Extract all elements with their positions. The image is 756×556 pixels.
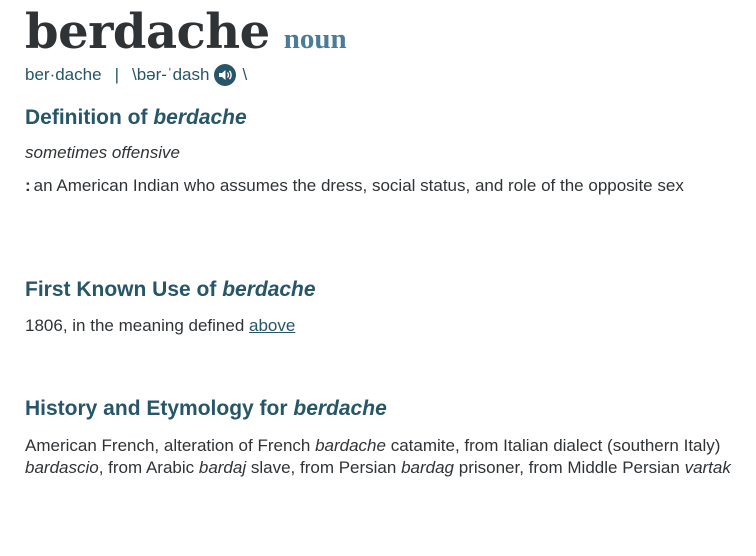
first-known-use-text <box>25 316 295 336</box>
etymology-part: catamite, from Italian dialect (southern Italy) <box>385 436 721 455</box>
separator: | <box>114 65 119 84</box>
syllables: ber·dache <box>25 65 102 84</box>
etymology-part: bardascio <box>25 458 99 477</box>
etymology-text <box>25 435 743 479</box>
etymology-part: bardache <box>315 436 386 455</box>
first-known-use-heading <box>25 278 316 302</box>
definition-colon: : <box>25 176 31 195</box>
etymology-heading <box>25 397 387 421</box>
above-link[interactable]: above <box>249 316 296 335</box>
first-known-use-body: 1806, in the meaning defined <box>25 316 250 335</box>
definition-text <box>25 175 743 197</box>
definition-heading <box>25 106 247 130</box>
headword: berdache <box>25 4 270 60</box>
etymology-part: bardaj <box>198 458 247 477</box>
definition-heading-prefix: Definition of <box>25 106 154 129</box>
part-of-speech[interactable]: noun <box>283 23 347 55</box>
etymology-part: vartak <box>684 458 731 477</box>
etymology-heading-prefix: History and Etymology for <box>25 397 294 420</box>
pronunciation-close: \ <box>242 65 248 84</box>
first-known-use-heading-prefix: First Known Use of <box>25 278 223 301</box>
definition-heading-word: berdache <box>153 106 247 129</box>
definition-body: an American Indian who assumes the dress, social status, and role of the opposite sex <box>33 176 684 195</box>
pronunciation: \bər-ˈdash <box>131 65 210 84</box>
etymology-part: slave, from Persian <box>246 458 402 477</box>
headword-row <box>25 4 347 60</box>
etymology-part: prisoner, from Middle Persian <box>454 458 685 477</box>
first-known-use-heading-word: berdache <box>222 278 316 301</box>
etymology-part: American French, alteration of French <box>25 436 316 455</box>
etymology-part: bardag <box>401 458 455 477</box>
speaker-play-icon[interactable] <box>214 64 236 86</box>
usage-label: sometimes offensive <box>25 143 180 162</box>
etymology-part: , from Arabic <box>98 458 199 477</box>
pronunciation-row <box>25 64 247 86</box>
etymology-heading-word: berdache <box>293 397 387 420</box>
